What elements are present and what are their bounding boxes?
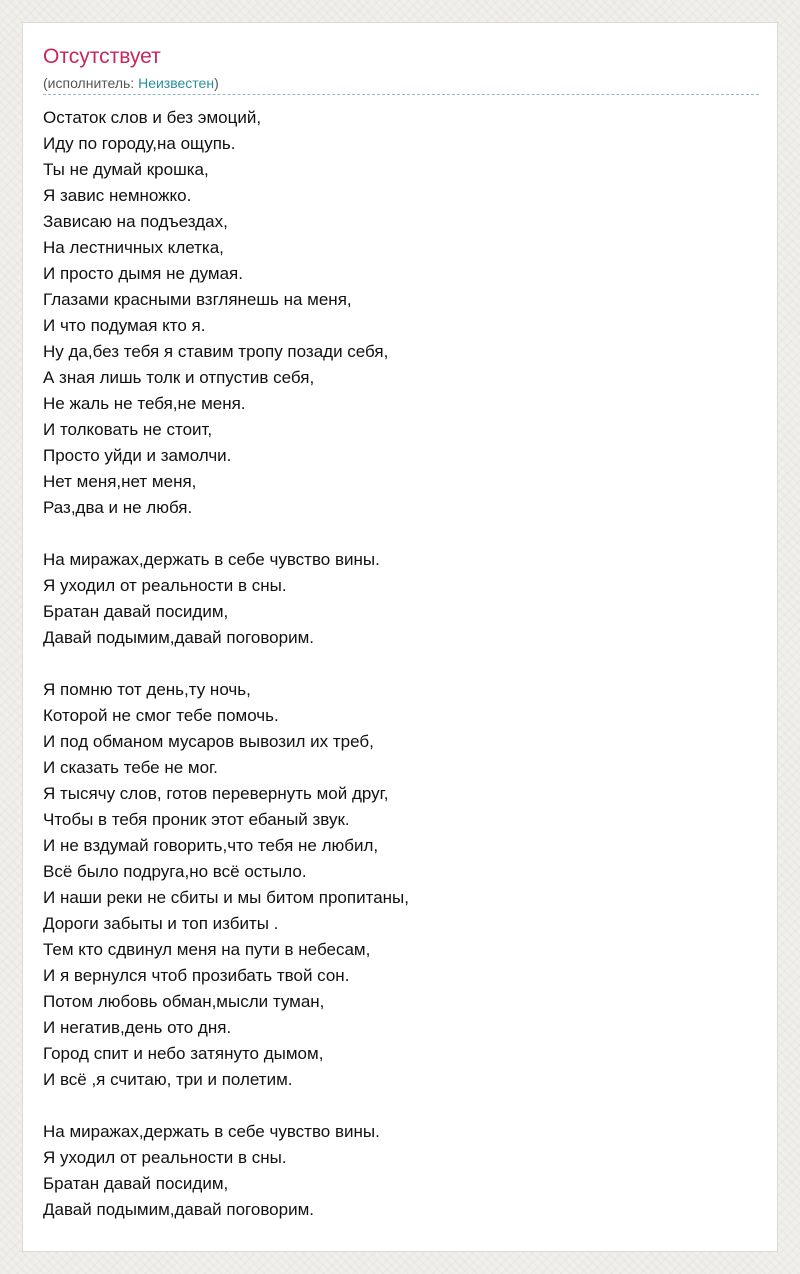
lyrics-line: И я вернулся чтоб прозибать твой сон. [43,966,350,985]
lyrics-line: И под обманом мусаров вывозил их треб, [43,732,374,751]
lyrics-line: Не жаль не тебя,не меня. [43,394,246,413]
lyrics-line: Остаток слов и без эмоций, [43,108,262,127]
lyrics-body [43,105,759,1223]
artist-link[interactable]: Неизвестен [138,75,215,91]
lyrics-line: Дороги забыты и топ избиты . [43,914,279,933]
lyrics-line: Которой не смог тебе помочь. [43,706,279,725]
lyrics-line: Братан давай посидим, [43,1174,229,1193]
lyrics-line: И негатив,день ото дня. [43,1018,232,1037]
lyrics-blank-line [43,651,759,677]
lyrics-line: И наши реки не сбиты и мы битом пропитаны, [43,888,409,907]
song-title: Отсутствует [43,45,161,68]
lyrics-line: Я завис немножко. [43,186,192,205]
artist-prefix: (исполнитель: [43,75,139,91]
lyrics-line: И не вздумай говорить,что тебя не любил, [43,836,379,855]
lyrics-line: И всё ,я считаю, три и полетим. [43,1070,293,1089]
lyrics-line: И что подумая кто я. [43,316,206,335]
lyrics-line: А зная лишь толк и отпустив себя, [43,368,315,387]
lyrics-blank-line [43,521,759,547]
lyrics-line: На миражах,держать в себе чувство вины. [43,550,380,569]
lyrics-line: Нет меня,нет меня, [43,472,197,491]
lyrics-line: Ты не думай крошка, [43,160,209,179]
artist-line [43,74,219,92]
lyrics-line: Я помню тот день,ту ночь, [43,680,251,699]
lyrics-line: Иду по городу,на ощупь. [43,134,236,153]
lyrics-line: И сказать тебе не мог. [43,758,218,777]
lyrics-line: Глазами красными взглянешь на меня, [43,290,352,309]
lyrics-line: Чтобы в тебя проник этот ебаный звук. [43,810,350,829]
lyrics-line: Раз,два и не любя. [43,498,193,517]
lyrics-line: Давай подымим,давай поговорим. [43,628,314,647]
lyrics-line: Просто уйди и замолчи. [43,446,232,465]
lyrics-line: Тем кто сдвинул меня на пути в небесам, [43,940,371,959]
lyrics-line: На лестничных клетка, [43,238,224,257]
lyrics-line: Я уходил от реальности в сны. [43,1148,287,1167]
lyrics-blank-line [43,1093,759,1119]
lyrics-line: Всё было подруга,но всё остыло. [43,862,307,881]
lyrics-line: На миражах,держать в себе чувство вины. [43,1122,380,1141]
artist-suffix: ) [214,75,219,91]
lyrics-line: Давай подымим,давай поговорим. [43,1200,314,1219]
lyrics-line: Я тысячу слов, готов перевернуть мой друг, [43,784,389,803]
lyrics-line: И просто дымя не думая. [43,264,243,283]
lyrics-line: Зависаю на подъездах, [43,212,228,231]
lyrics-line: Потом любовь обман,мысли туман, [43,992,325,1011]
lyrics-line: Ну да,без тебя я ставим тропу позади себя, [43,342,389,361]
lyrics-line: Я уходил от реальности в сны. [43,576,287,595]
lyrics-line: Братан давай посидим, [43,602,229,621]
lyrics-line: Город спит и небо затянуто дымом, [43,1044,324,1063]
lyrics-card [22,22,778,1252]
lyrics-line: И толковать не стоит, [43,420,213,439]
title-divider [43,94,759,95]
